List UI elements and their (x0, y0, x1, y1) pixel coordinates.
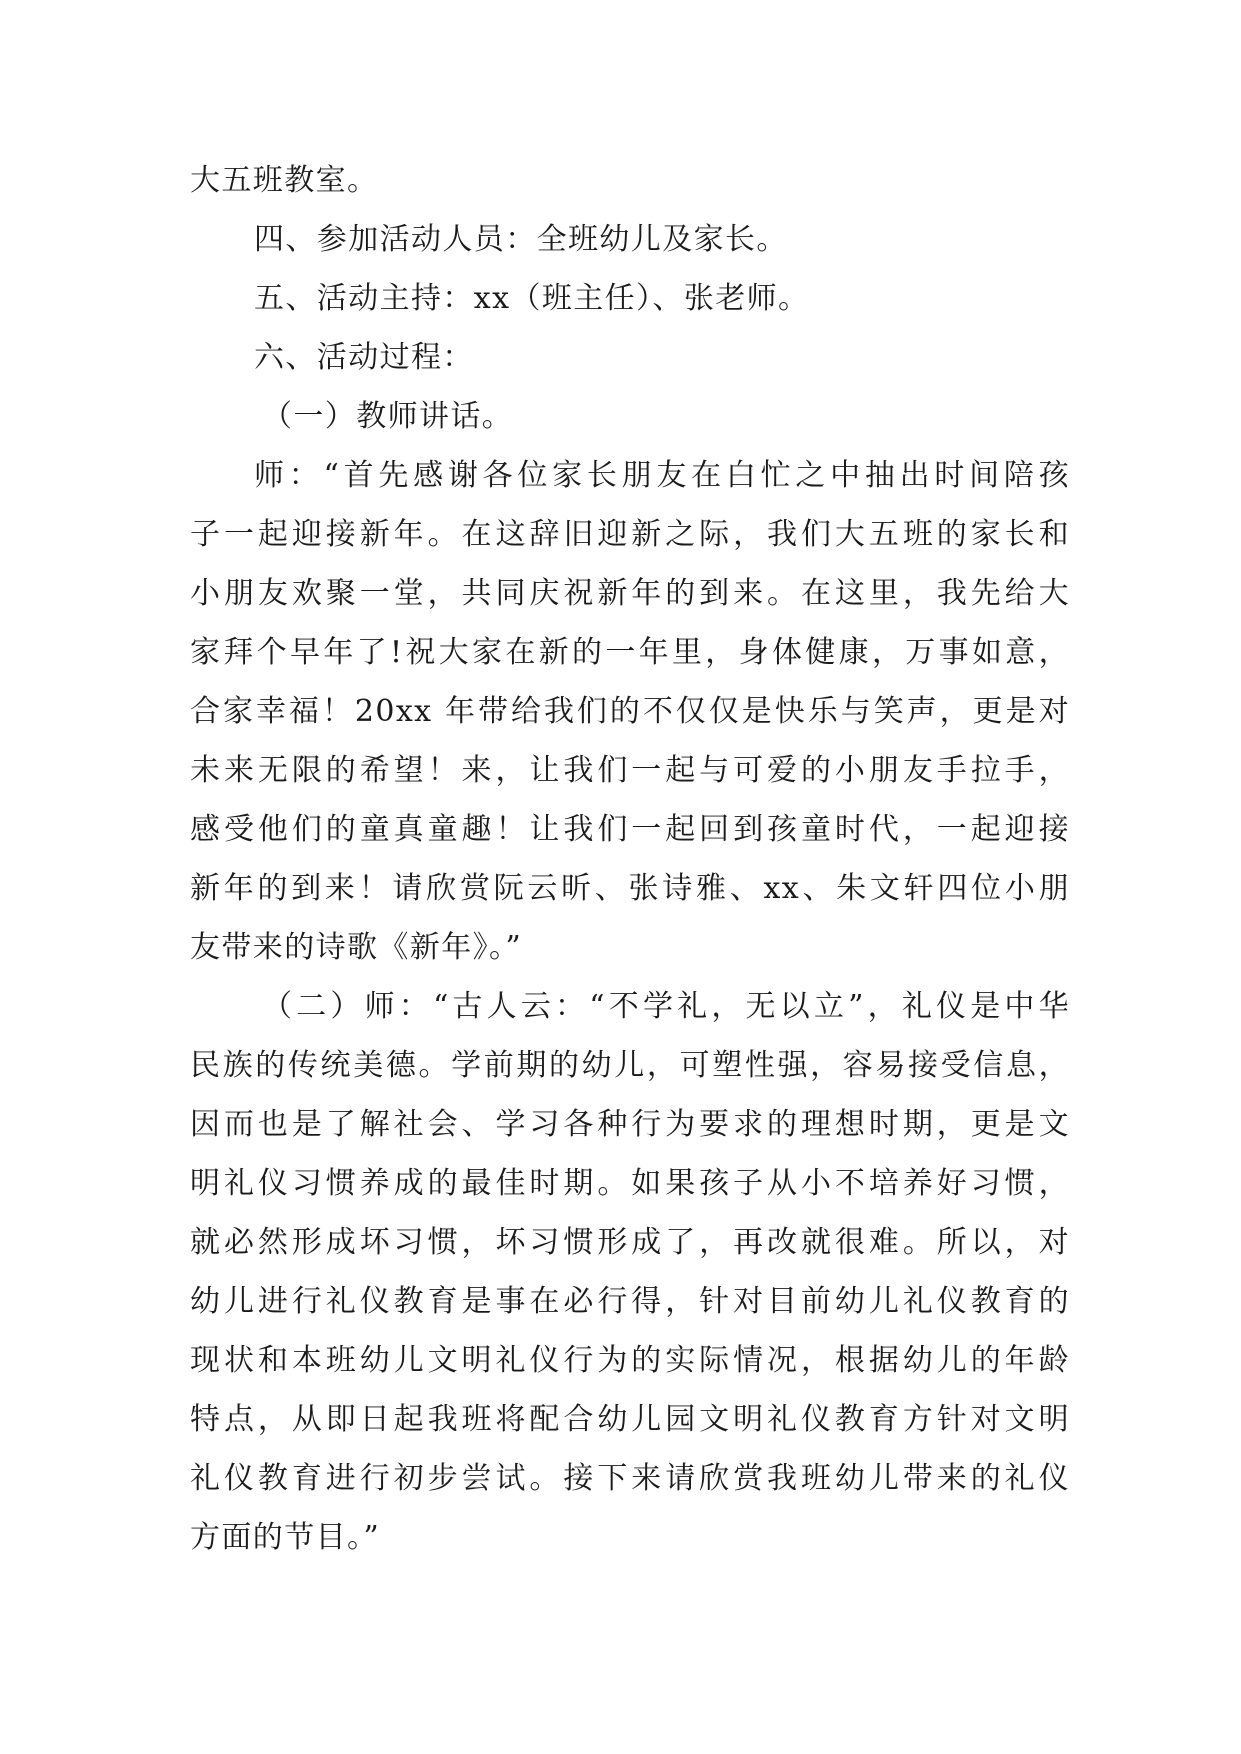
text-line: 未来无限的希望！来，让我们一起与可爱的小朋友手拉手， (190, 753, 1070, 788)
text-line: 感受他们的童真童趣！让我们一起回到孩童时代，一起迎接 (190, 812, 1070, 847)
text-line: 方面的节目。” (190, 1520, 381, 1555)
text-line: 新年的到来！请欣赏阮云昕、张诗雅、xx、朱文轩四位小朋 (190, 871, 1070, 906)
text-line: 六、活动过程： (254, 340, 474, 375)
text-line: 明礼仪习惯养成的最佳时期。如果孩子从小不培养好习惯， (190, 1166, 1070, 1201)
text-line: （二）师：“古人云：“不学礼，无以立”，礼仪是中华 (262, 989, 1070, 1024)
text-line: 大五班教室。 (190, 163, 379, 198)
text-line: 五、活动主持：xx（班主任）、张老师。 (254, 281, 810, 316)
text-line: （一）教师讲话。 (262, 399, 514, 434)
text-line: 特点，从即日起我班将配合幼儿园文明礼仪教育方针对文明 (190, 1402, 1070, 1437)
text-line: 子一起迎接新年。在这辞旧迎新之际，我们大五班的家长和 (190, 517, 1070, 552)
text-line: 家拜个早年了!祝大家在新的一年里，身体健康，万事如意， (190, 635, 1070, 670)
text-line: 幼儿进行礼仪教育是事在必行得，针对目前幼儿礼仪教育的 (190, 1284, 1070, 1319)
text-line: 友带来的诗歌《新年》。” (190, 930, 523, 965)
text-line: 礼仪教育进行初步尝试。接下来请欣赏我班幼儿带来的礼仪 (190, 1461, 1070, 1496)
text-line: 合家幸福！20xx 年带给我们的不仅仅是快乐与笑声，更是对 (190, 694, 1070, 729)
text-line: 因而也是了解社会、学习各种行为要求的理想时期，更是文 (190, 1107, 1070, 1142)
text-line: 师：“首先感谢各位家长朋友在白忙之中抽出时间陪孩 (254, 458, 1070, 493)
text-line: 四、参加活动人员：全班幼儿及家长。 (254, 222, 788, 257)
text-line: 民族的传统美德。学前期的幼儿，可塑性强，容易接受信息， (190, 1048, 1070, 1083)
text-line: 就必然形成坏习惯，坏习惯形成了，再改就很难。所以，对 (190, 1225, 1070, 1260)
text-line: 小朋友欢聚一堂，共同庆祝新年的到来。在这里，我先给大 (190, 576, 1070, 611)
text-line: 现状和本班幼儿文明礼仪行为的实际情况，根据幼儿的年龄 (190, 1343, 1070, 1378)
